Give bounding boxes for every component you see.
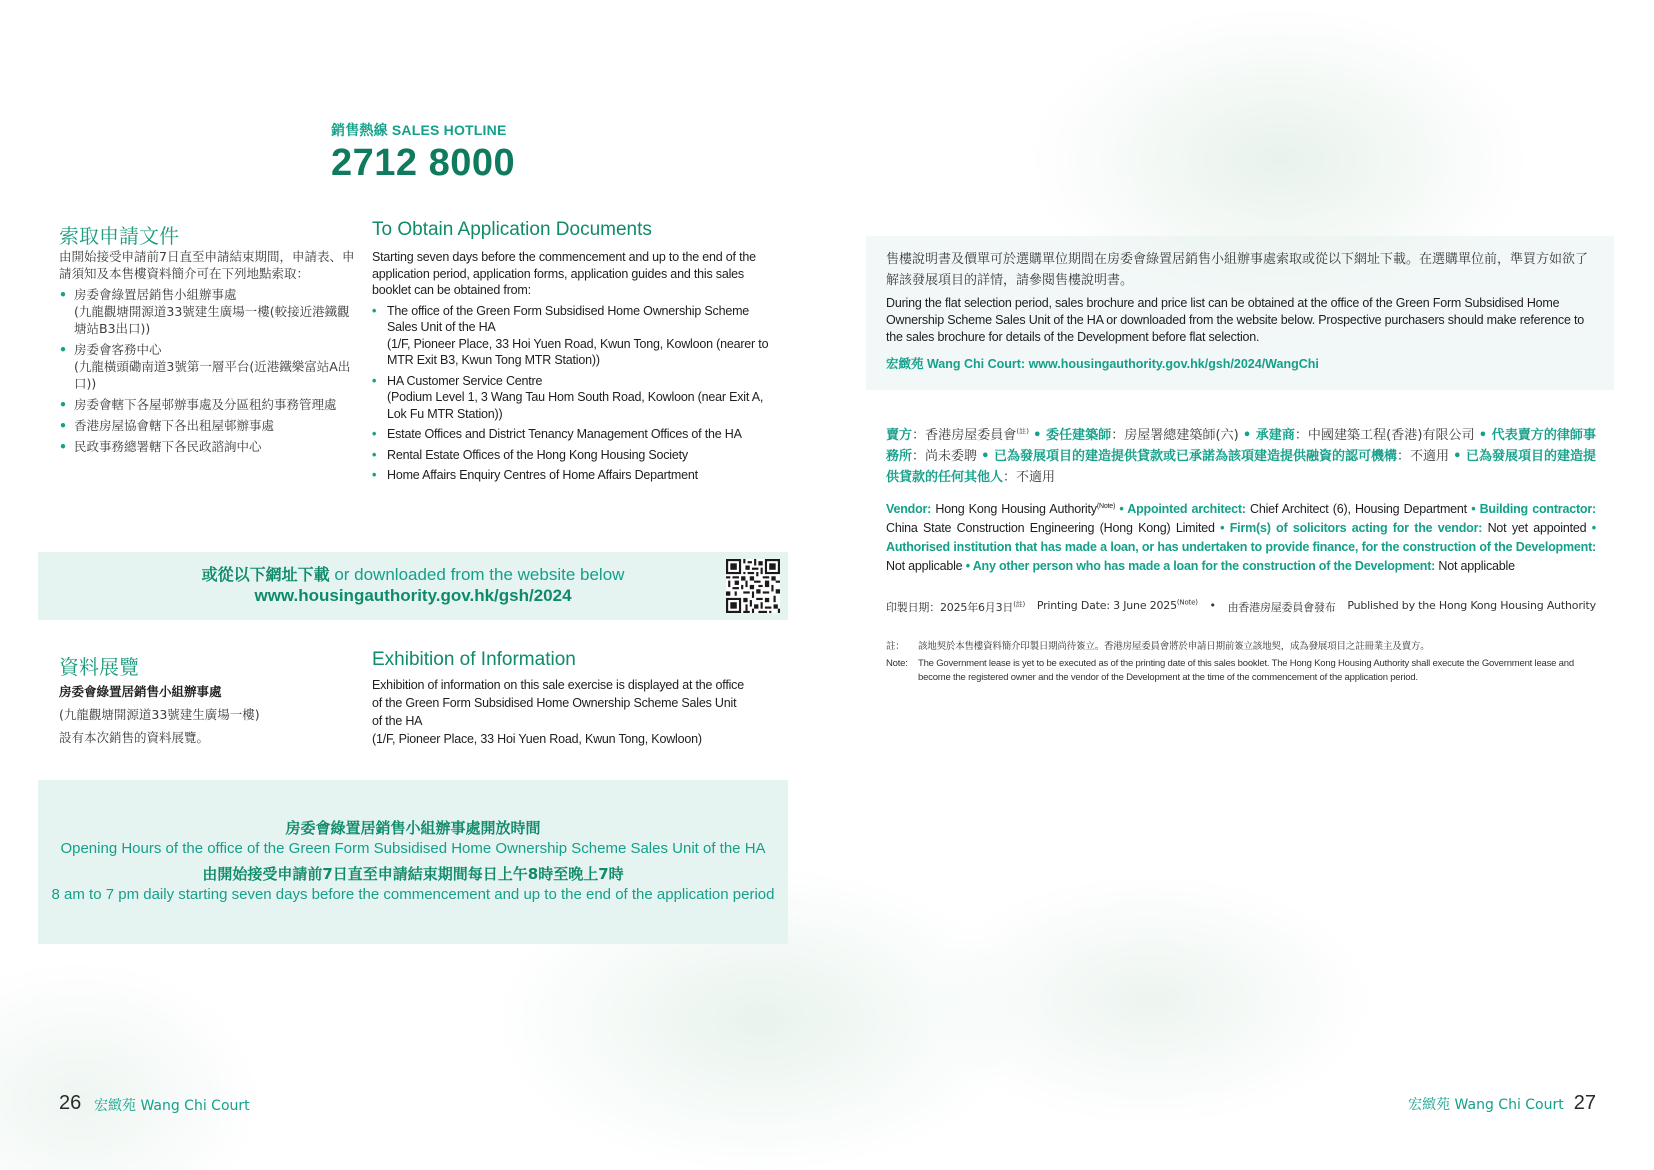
obtain-column-zh — [59, 248, 359, 459]
hours-title-zh: 房委會綠置居銷售小組辦事處開放時間 — [285, 819, 541, 837]
brochure-text-zh: 售樓說明書及價單可於選購單位期間在房委會綠置居銷售小組辦事處索取或從以下網址下載。在選購單位前，準買方如欲了解該發展項目的詳情，請參閱售樓說明書。 — [886, 252, 1589, 288]
list-item-address: (九龍橫頭磡南道3號第一層平台(近港鐵樂富站A出口)) — [74, 359, 351, 391]
list-item-label: Home Affairs Enquiry Centres of Home Affairs Department — [387, 468, 698, 482]
institution-label-zh: • 已為發展項目的建造提供貸款或已承諾為該項建造提供融資的認可機構 — [981, 449, 1398, 464]
page-number-right: 27 — [1573, 1092, 1596, 1114]
contractor-label-zh: • 承建商 — [1242, 428, 1295, 443]
obtain-heading-en: To Obtain Application Documents — [372, 219, 652, 240]
obtain-column-en — [372, 249, 772, 488]
list-item-label: 民政事務總署轄下各民政諮詢中心 — [74, 439, 262, 454]
list-item — [59, 341, 359, 392]
exhibition-note-zh: 設有本次銷售的資料展覽。 — [59, 730, 210, 745]
list-item — [372, 467, 772, 484]
opening-hours-box — [38, 780, 788, 944]
printing-date-zh: 印製日期：2025年6月3日$^{(註)}$ — [886, 600, 1026, 614]
contractor-value-zh: ：中國建築工程(香港)有限公司 — [1294, 428, 1475, 443]
list-item — [59, 438, 359, 455]
list-item-label: Estate Offices and District Tenancy Management Offices of the HA — [387, 427, 742, 441]
brochure-text-en: During the flat selection period, sales brochure and price list can be obtained at the office of the Green Form Subsidised Home Ownership Scheme Sales Unit of the HA or downloaded from the website below. Prospective purchasers should make reference to the sales brochure for details of the Development before flat selection. — [886, 296, 1585, 344]
list-item — [59, 286, 359, 337]
brochure-link[interactable]: 宏緻苑 Wang Chi Court: www.housingauthority.gov.hk/gsh/2024/WangChi — [886, 357, 1319, 371]
other-lender-value-zh: ：不適用 — [1003, 470, 1056, 485]
other-lender-value-en: Not applicable — [1438, 559, 1515, 573]
vendor-note-mark-zh: (註) — [1016, 427, 1029, 436]
obtain-heading-zh: 索取申請文件 — [59, 224, 179, 248]
list-item — [372, 373, 772, 423]
architect-value-en: Chief Architect (6), Housing Department — [1250, 502, 1467, 516]
obtain-intro-en: Starting seven days before the commencement and up to the end of the application period, application forms, application guides and this sales booklet can be obtained from: — [372, 250, 756, 297]
vendor-info-zh — [886, 425, 1596, 488]
list-item — [372, 303, 772, 369]
website-caption-en: or downloaded from the website below — [334, 565, 625, 584]
other-lender-label-zh: • 已為發展項目的建造提供貸款的任何其他人 — [886, 449, 1597, 485]
website-caption — [38, 562, 788, 585]
footnote-zh — [886, 640, 1596, 654]
list-item-address: (Podium Level 1, 3 Wang Tau Hom South Road, Kowloon (near Exit A, Lok Fu MTR Station)) — [387, 390, 764, 421]
exhibition-office-zh: 房委會綠置居銷售小組辦事處 — [59, 684, 222, 699]
footnote-text-en: The Government lease is yet to be executed as of the printing date of this sales booklet. The Hong Kong Housing Authority shall execute the Government lease and become the registered owner and the vendor of the Development at the time of the commencement of the application period. — [918, 658, 1574, 683]
footer-right — [1408, 1092, 1596, 1115]
footnote-label-zh: 註： — [886, 641, 905, 652]
vendor-label-en: Vendor: — [886, 502, 932, 516]
footnote-text-zh: 該地契於本售樓資料簡介印製日期尚待簽立。香港房屋委員會將於申請日期前簽立該地契，成為發展項目之註冊業主及賣方。 — [918, 641, 1430, 652]
website-caption-zh: 或從以下網址下載 — [201, 565, 330, 584]
hours-title-en: Opening Hours of the office of the Green Form Subsidised Home Ownership Scheme Sales Unit of the HA — [60, 840, 766, 857]
footnote-label-en: Note: — [886, 658, 908, 669]
obtain-list-zh — [59, 286, 359, 455]
architect-label-en: • Appointed architect: — [1119, 502, 1246, 516]
published-by-zh: 由香港房屋委員會發布 — [1227, 601, 1336, 614]
other-lender-label-en: • Any other person who has made a loan for the construction of the Development: — [965, 559, 1436, 573]
list-item-label: HA Customer Service Centre — [387, 373, 543, 388]
exhibition-address-en: (1/F, Pioneer Place, 33 Hoi Yuen Road, Kwun Tong, Kowloon) — [372, 732, 702, 746]
website-url[interactable]: www.housingauthority.gov.hk/gsh/2024 — [254, 586, 572, 605]
solicitors-label-en: • Firm(s) of solicitors acting for the vendor: — [1220, 521, 1483, 535]
hotline-number: 2712 8000 — [331, 142, 516, 184]
list-item — [372, 447, 772, 464]
exhibition-column-en — [372, 676, 748, 748]
list-item-label: 房委會轄下各屋邨辦事處及分區租約事務管理處 — [74, 397, 337, 412]
vendor-note-mark-en: (Note) — [1096, 502, 1116, 510]
exhibition-column-zh — [59, 680, 339, 749]
printing-bullet: • — [1209, 599, 1216, 612]
vendor-value-zh: ：香港房屋委員會 — [912, 428, 1017, 443]
page-number-left: 26 — [59, 1092, 82, 1114]
list-item-label: The office of the Green Form Subsidised Home Ownership Scheme Sales Unit of the HA — [387, 303, 750, 334]
list-item-label: 房委會綠置居銷售小組辦事處 — [74, 287, 237, 302]
qr-code-icon — [726, 559, 780, 613]
institution-label-en: • Authorised institution that has made a loan, or has undertaken to provide finance, for the construction of the Development: — [886, 521, 1596, 554]
footer-name-left: 宏緻苑 Wang Chi Court — [94, 1098, 250, 1114]
list-item-address: (1/F, Pioneer Place, 33 Hoi Yuen Road, Kwun Tong, Kowloon (nearer to MTR Exit B3, Kwun Tong MTR Station)) — [387, 336, 769, 367]
list-item-label: Rental Estate Offices of the Hong Kong Housing Society — [387, 447, 688, 462]
list-item-label: 房委會客務中心 — [74, 342, 162, 357]
contractor-value-en: China State Construction Engineering (Hong Kong) Limited — [886, 521, 1215, 535]
printing-date-en: Printing Date: 3 June $2025^{(Note)}$ — [1036, 598, 1198, 612]
website-box — [38, 552, 788, 620]
solicitors-label-zh: • 代表賣方的律師事務所 — [886, 428, 1596, 464]
hotline-label: 銷售熱線 SALES HOTLINE — [331, 122, 507, 138]
institution-value-zh: ：不適用 — [1397, 449, 1450, 464]
list-item — [59, 396, 359, 413]
obtain-list-en — [372, 303, 772, 484]
solicitors-value-zh: ：尚未委聘 — [912, 449, 978, 464]
hours-time-en: 8 am to 7 pm daily starting seven days before the commencement and up to the end of the application period — [51, 886, 775, 903]
footer-name-right: 宏緻苑 Wang Chi Court — [1408, 1097, 1564, 1113]
obtain-intro-zh: 由開始接受申請前7日直至申請結束期間，申請表、申請須知及本售樓資料簡介可在下列地點索取： — [59, 249, 355, 281]
hours-time-zh: 由開始接受申請前7日直至申請結束期間每日上午8時至晚上7時 — [202, 865, 624, 883]
exhibition-heading-en: Exhibition of Information — [372, 649, 576, 670]
institution-value-en: Not applicable — [886, 559, 963, 573]
brochure-section — [886, 249, 1596, 372]
list-item-label: 香港房屋協會轄下各出租屋邨辦事處 — [74, 418, 275, 433]
exhibition-address-zh: (九龍觀塘開源道33號建生廣場一樓) — [59, 707, 260, 722]
contractor-label-en: • Building contractor: — [1471, 502, 1596, 516]
published-by-en: Published by the Hong Kong Housing Authority — [1347, 599, 1596, 612]
exhibition-body-en: Exhibition of information on this sale exercise is displayed at the office of the Green Form Subsidised Home Ownership Scheme Sales Unit of the HA — [372, 678, 744, 728]
solicitors-value-en: Not yet appointed — [1487, 521, 1587, 535]
printing-line — [886, 599, 1596, 615]
architect-label-zh: • 委任建築師 — [1033, 428, 1112, 443]
list-item — [59, 417, 359, 434]
list-item — [372, 426, 772, 443]
footnote-en — [886, 657, 1596, 685]
architect-value-zh: ：房屋署總建築師(六) — [1111, 428, 1239, 443]
vendor-info-en — [886, 500, 1596, 576]
vendor-label-zh: 賣方 — [886, 428, 913, 443]
exhibition-heading-zh: 資料展覽 — [59, 655, 139, 679]
vendor-value-en: Hong Kong Housing Authority — [935, 502, 1097, 516]
list-item-address: (九龍觀塘開源道33號建生廣場一樓(較接近港鐵觀塘站B3出口)) — [74, 304, 350, 336]
